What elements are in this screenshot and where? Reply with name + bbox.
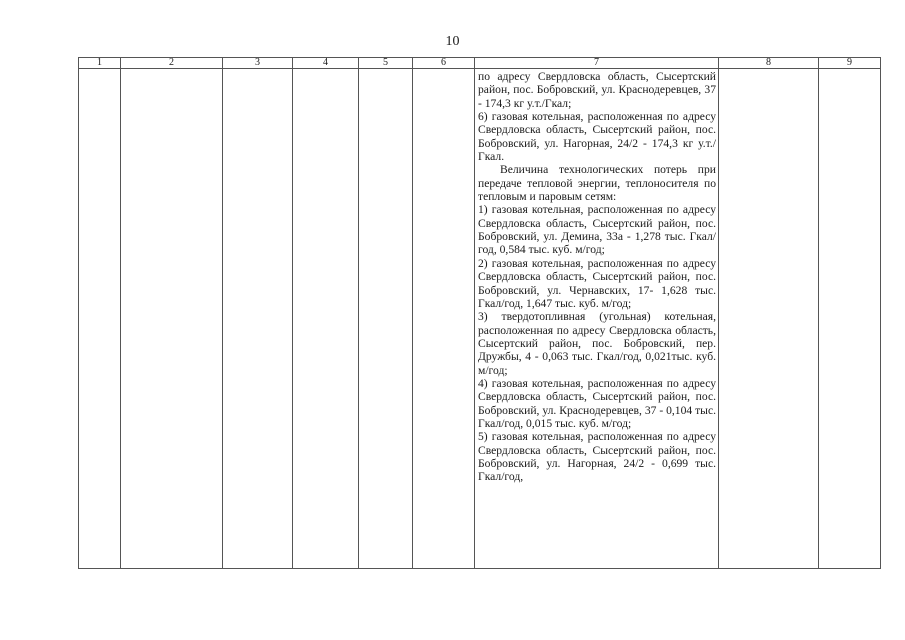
column-header-4: 4 bbox=[293, 58, 359, 69]
paragraph: 5) газовая котельная, расположенная по адресу Свердловска область, Сысертский район, пос. Бобровский, ул. Нагорная, 24/2 - 0,699 тыс. Гкал/год, bbox=[478, 430, 716, 484]
cell-col-4 bbox=[293, 69, 359, 569]
cell-col-2 bbox=[121, 69, 223, 569]
paragraph: Величина технологических потерь при передаче тепловой энергии, теплоносителя по тепловым и паровым сетям: bbox=[478, 163, 716, 204]
paragraph: 4) газовая котельная, расположенная по адресу Свердловска область, Сысертский район, пос. Бобровский, ул. Краснодеревцев, 37 - 0,104 тыс. Гкал/год, 0,015 тыс. куб. м/год; bbox=[478, 376, 716, 430]
cell-col-8 bbox=[719, 69, 819, 569]
data-table bbox=[78, 57, 881, 569]
column-header-9: 9 bbox=[819, 58, 881, 69]
column-header-3: 3 bbox=[223, 58, 293, 69]
cell-col-5 bbox=[359, 69, 413, 569]
column-header-8: 8 bbox=[719, 58, 819, 69]
table-row bbox=[79, 69, 881, 569]
cell-col-7-text bbox=[475, 69, 719, 569]
paragraph: по адресу Свердловска область, Сысертский район, пос. Бобровский, ул. Краснодеревцев, 37 - 174,3 кг у.т./Гкал; bbox=[478, 70, 716, 110]
column-header-6: 6 bbox=[413, 58, 475, 69]
page-number: 10 bbox=[445, 34, 460, 49]
column-header-7: 7 bbox=[475, 58, 719, 69]
paragraph: 1) газовая котельная, расположенная по адресу Свердловска область, Сысертский район, пос. Бобровский, ул. Демина, 33а - 1,278 тыс. Гкал/год, 0,584 тыс. куб. м/год; bbox=[478, 203, 716, 257]
column-header-2: 2 bbox=[121, 58, 223, 69]
paragraph: 3) твердотопливная (угольная) котельная, расположенная по адресу Свердловска область, Сысертский район, пос. Бобровский, пер. Дружбы, 4 - 0,063 тыс. Гкал/год, 0,021тыс. куб. м/год; bbox=[478, 310, 716, 377]
cell-col-6 bbox=[413, 69, 475, 569]
header-row bbox=[79, 58, 881, 69]
column-header-5: 5 bbox=[359, 58, 413, 69]
column-header-1: 1 bbox=[79, 58, 121, 69]
cell-col-1 bbox=[79, 69, 121, 569]
paragraph: 2) газовая котельная, расположенная по адресу Свердловска область, Сысертский район, пос. Бобровский, ул. Чернавских, 17- 1,628 тыс. Гкал/год, 1,647 тыс. куб. м/год; bbox=[478, 256, 716, 310]
paragraph: 6) газовая котельная, расположенная по адресу Свердловска область, Сысертский район, пос. Бобровский, ул. Нагорная, 24/2 - 174,3 кг у.т./Гкал. bbox=[478, 110, 716, 164]
cell-col-3 bbox=[223, 69, 293, 569]
cell-col-9 bbox=[819, 69, 881, 569]
